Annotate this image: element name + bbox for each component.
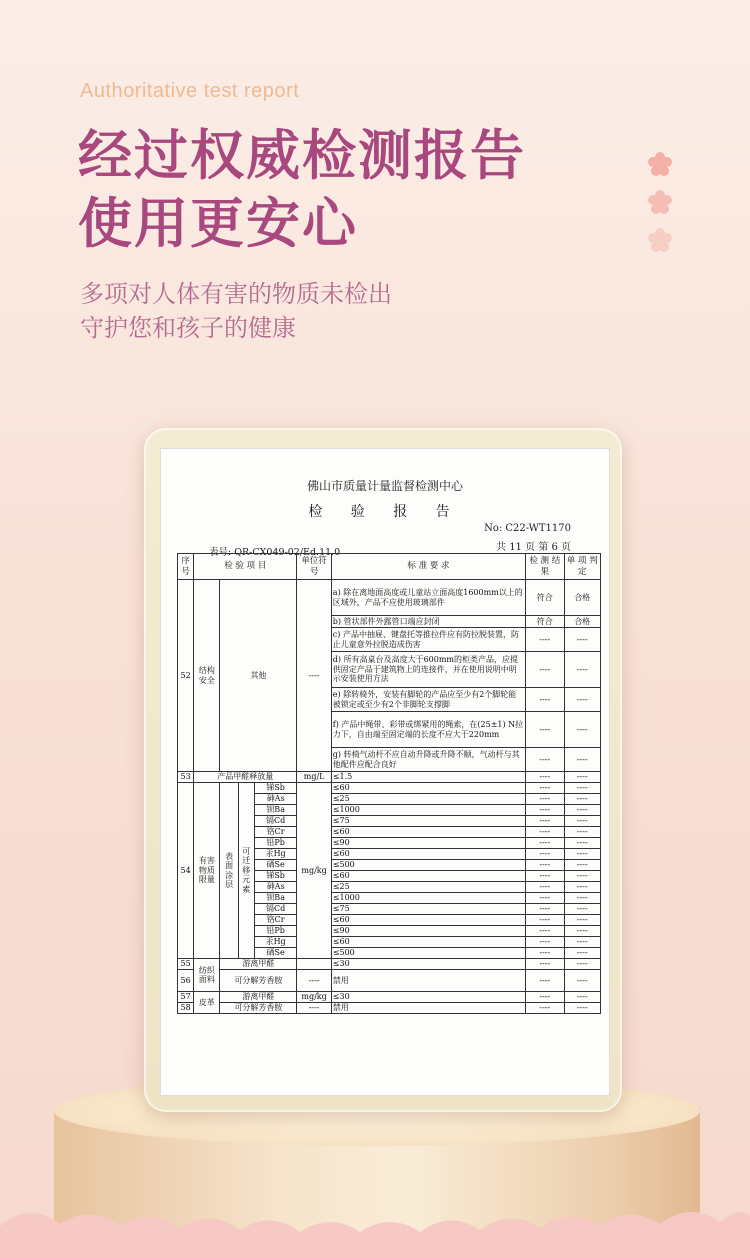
table-row: d) 所有高桌台及高度大于600mm的柜类产品，应提供固定产品于建筑物上的连接件，并在使用说明中明示安装使用方法 ---- ---- [178, 652, 601, 688]
table-row: 53 产品甲醛释放量 mg/L ≤1.5 ---- ---- [178, 772, 601, 783]
doc-report-no: No: C22-WT1170 [484, 523, 571, 534]
report-document [160, 448, 610, 1096]
cell-category: 有害物质限量 [194, 783, 220, 959]
cell-category: 结构安全 [194, 580, 220, 772]
table-row: 54 有害物质限量 表面涂层 可迁移元素 锑Sb mg/kg ≤60 ---- ---- [178, 783, 601, 794]
report-table [177, 553, 601, 1014]
th-seq: 序号 [178, 554, 194, 580]
table-row: 铬Cr ≤60 ---- ---- [178, 915, 601, 926]
table-row: 钡Ba ≤1000 ---- ---- [178, 893, 601, 904]
table-row: 汞Hg ≤60 ---- ---- [178, 849, 601, 860]
table-row: 铅Pb ≤90 ---- ---- [178, 838, 601, 849]
th-unit: 单位符号 [297, 554, 331, 580]
page-title-line2: 使用更安心 [78, 192, 358, 255]
table-row: 58 可分解芳香胺 ---- 禁用 ---- ---- [178, 1003, 601, 1014]
cloud-decoration [0, 1196, 750, 1258]
table-row: 汞Hg ≤60 ---- ---- [178, 937, 601, 948]
th-item: 检 验 项 目 [194, 554, 297, 580]
table-row: 硒Se ≤500 ---- ---- [178, 948, 601, 959]
table-row: 铅Pb ≤90 ---- ---- [178, 926, 601, 937]
row54-body [178, 783, 601, 959]
doc-org: 佛山市质量计量监督检测中心 [306, 479, 463, 493]
table-row: 砷As ≤25 ---- ---- [178, 794, 601, 805]
th-result: 检 测 结 果 [526, 554, 564, 580]
table-row: 铬Cr ≤60 ---- ---- [178, 827, 601, 838]
table-row: f) 产品中绳带、彩带或绑紧用的绳索，在(25±1) N拉力下，自由端至固定端的长度不应大于220mm ---- ---- [178, 712, 601, 748]
flower-icon [648, 152, 672, 176]
table-row: b) 管状部件外露管口端应封闭 符合 合格 [178, 616, 601, 628]
th-standard: 标 准 要 求 [331, 554, 525, 580]
description-line2: 守护您和孩子的健康 [80, 314, 296, 342]
flower-icon [648, 190, 672, 214]
doc-title: 检 验 报 告 [308, 504, 462, 520]
table-row: 砷As ≤25 ---- ---- [178, 882, 601, 893]
table-row: 锑Sb ≤60 ---- ---- [178, 871, 601, 882]
table-row: 钡Ba ≤1000 ---- ---- [178, 805, 601, 816]
description-line1: 多项对人体有害的物质未检出 [80, 280, 392, 308]
table-row: c) 产品中抽屉、键盘托等推拉件应有防拉脱装置，防止儿童意外拉脱造成伤害 ---- ---- [178, 628, 601, 652]
doc-page-info: 共 11 页 第 6 页 [496, 542, 571, 553]
flower-icon [648, 228, 672, 252]
page-title-line1: 经过权威检测报告 [78, 124, 526, 187]
table-row: 52 结构安全 其他 ---- a) 除在离地面高度或儿童站立面高度1600mm以上的区域外，产品不应使用玻璃部件 符合 合格 [178, 580, 601, 616]
table-row: 镉Cd ≤75 ---- ---- [178, 904, 601, 915]
table-row: 镉Cd ≤75 ---- ---- [178, 816, 601, 827]
doc-form-no: 表号: QR-CX049-02/Ed.11.0 [209, 547, 341, 558]
table-row: g) 转椅气动杆不应自动升降或升降不顺，气动杆与其他配件应配合良好 ---- ---- [178, 748, 601, 772]
subtitle-en: Authoritative test report [80, 80, 300, 102]
table-row: 57 皮革 游离甲醛 mg/kg ≤30 ---- ---- [178, 992, 601, 1003]
th-judge: 单 项 判 定 [564, 554, 601, 580]
table-row: 硒Se ≤500 ---- ---- [178, 860, 601, 871]
table-row: 56 可分解芳香胺 ---- 禁用 ---- ---- [178, 970, 601, 992]
table-row: e) 除转椅外，安装有脚轮的产品应至少有2个脚轮能被锁定或至少有2个非脚轮支撑脚 ---- ---- [178, 688, 601, 712]
table-row: 55 纺织面料 游离甲醛 ≤30 ---- ---- [178, 959, 601, 970]
